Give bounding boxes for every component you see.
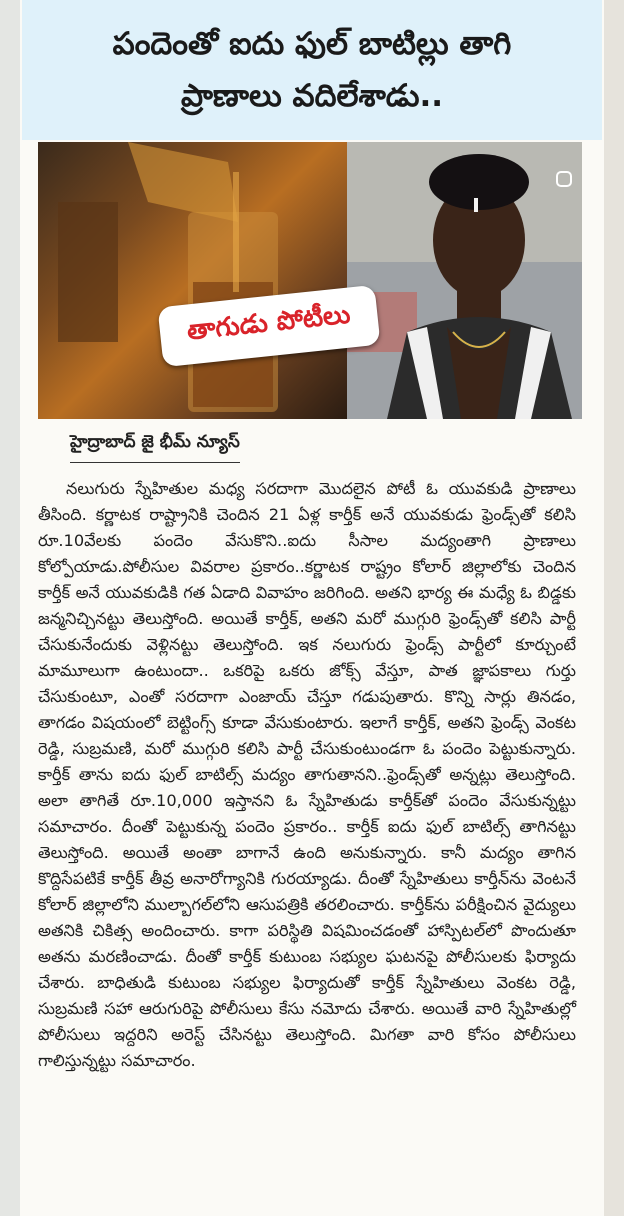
liquor-glass-photo	[38, 142, 347, 419]
headline-line-2: ప్రాణాలు వదిలేశాడు..	[180, 78, 444, 114]
article-photo	[38, 142, 582, 419]
image-caption-badge: తాగుడు పోటీలు	[157, 285, 380, 367]
person-photo	[347, 142, 582, 419]
article-headline	[22, 18, 602, 122]
article-body-text: నలుగురు స్నేహితుల మధ్య సరదాగా మొదలైన పోటీ ఓ యువకుడి ప్రాణాలు తీసింది. కర్ణాటక రాష్ట్రానికి చెందిన 21 ఏళ్ల కార్తీక్ అనే యువకుడు ఫ్రెండ్స్‌తో కలిసి రూ.10వేలకు పందెం వేసుకొని..ఐదు సీసాల మద్యంతాగి ప్రాణాలు కోల్పోయాడు.పోలీసుల వివరాల ప్రకారం..కర్ణాటక రాష్ట్రం కోలార్ జిల్లాలోకు చెందిన కార్తీక్ అనే యువకుడికి గత ఏడాది వివాహం జరిగింది. అతని భార్య ఈ మధ్యే ఓ బిడ్డకు జన్మనిచ్చినట్టు తెలుస్తోంది. అయితే కార్తీక్, అతని మరో ముగ్గురి ఫ్రెండ్స్‌తో కలిసి పార్టీ చేసుకునేందుకు వెళ్లినట్టు తెలుస్తోంది. ఇక నలుగురు ఫ్రెండ్స్ పార్టీలో కూర్చుంటే మామూలుగా ఉంటుందా.. ఒకరిపై ఒకరు జోక్స్ వేస్తూ, పాత జ్ఞాపకాలు గుర్తు చేసుకుంటూ, ఎంతో సరదాగా ఎంజాయ్ చేస్తూ గడుపుతారు. కొన్ని సార్లు తినడం, తాగడం విషయంలో బెట్టింగ్స్ కూడా వేసుకుంటారు. ఇలాగే కార్తీక్, అతని ఫ్రెండ్స్ వెంకట రెడ్డి, సుబ్రమణి, మరో ముగ్గురి కలిసి పార్టీ చేసుకుంటుండగా ఓ పందెం పెట్టుకున్నారు. కార్తీక్ తాను ఐదు ఫుల్ బాటిల్స్ మద్యం తాగుతానని..ఫ్రెండ్స్‌తో అన్నట్లు తెలుస్తోంది. అలా తాగితే రూ.10,000 ఇస్తానని ఓ స్నేహితుడు కార్తీక్‌తో పందెం వేసుకున్నట్టు సమాచారం. దీంతో పెట్టుకున్న పందెం ప్రకారం.. కార్తీక్ ఐదు ఫుల్ బాటిల్స్ తాగినట్టు తెలుస్తోంది. అయితే అంతా బాగానే ఉంది అనుకున్నారు. కానీ మద్యం తాగిన కొద్దిసేపటికే కార్తీక్ తీవ్ర అనారోగ్యానికి గురయ్యాడు. దీంతో స్నేహితులు కార్తీన్‌ను వెంటనే కోలార్ జిల్లాలోని ముల్బాగల్‌లోని ఆసుపత్రికి తరలించారు. కార్తీక్‌ను పరీక్షించిన వైద్యులు అతనికి చికిత్స అందించారు. కాగా పరిస్థితి విషమించడంతో హాస్పిటల్‌లో పొందుతూ అతను మరణించాడు. దీంతో కార్తీక్ కుటుంబ సభ్యుల ఘటనపై పోలీసులకు ఫిర్యాదు చేశారు. బాధితుడి కుటుంబ సభ్యుల ఫిర్యాదుతో కార్తీక్ స్నేహితులు వెంకట రెడ్డి, సుబ్రమణి సహా ఆరుగురిపై పోలీసులు కేసు నమోదు చేశారు. అయితే వారి స్నేహితుల్లో పోలీసులు ఇద్దరిని అరెస్ట్ చేసినట్టు తెలుస్తోంది. మిగతా వారి కోసం పోలీసులు గాలిస్తున్నట్టు సమాచారం.	[38, 479, 576, 1070]
article-byline: హైద్రాబాద్ జై భీమ్ న్యూస్	[70, 432, 240, 463]
headline-line-1: పందెంతో ఐదు ఫుల్ బాటిల్లు తాగి	[112, 26, 512, 62]
article-body	[38, 476, 576, 1074]
